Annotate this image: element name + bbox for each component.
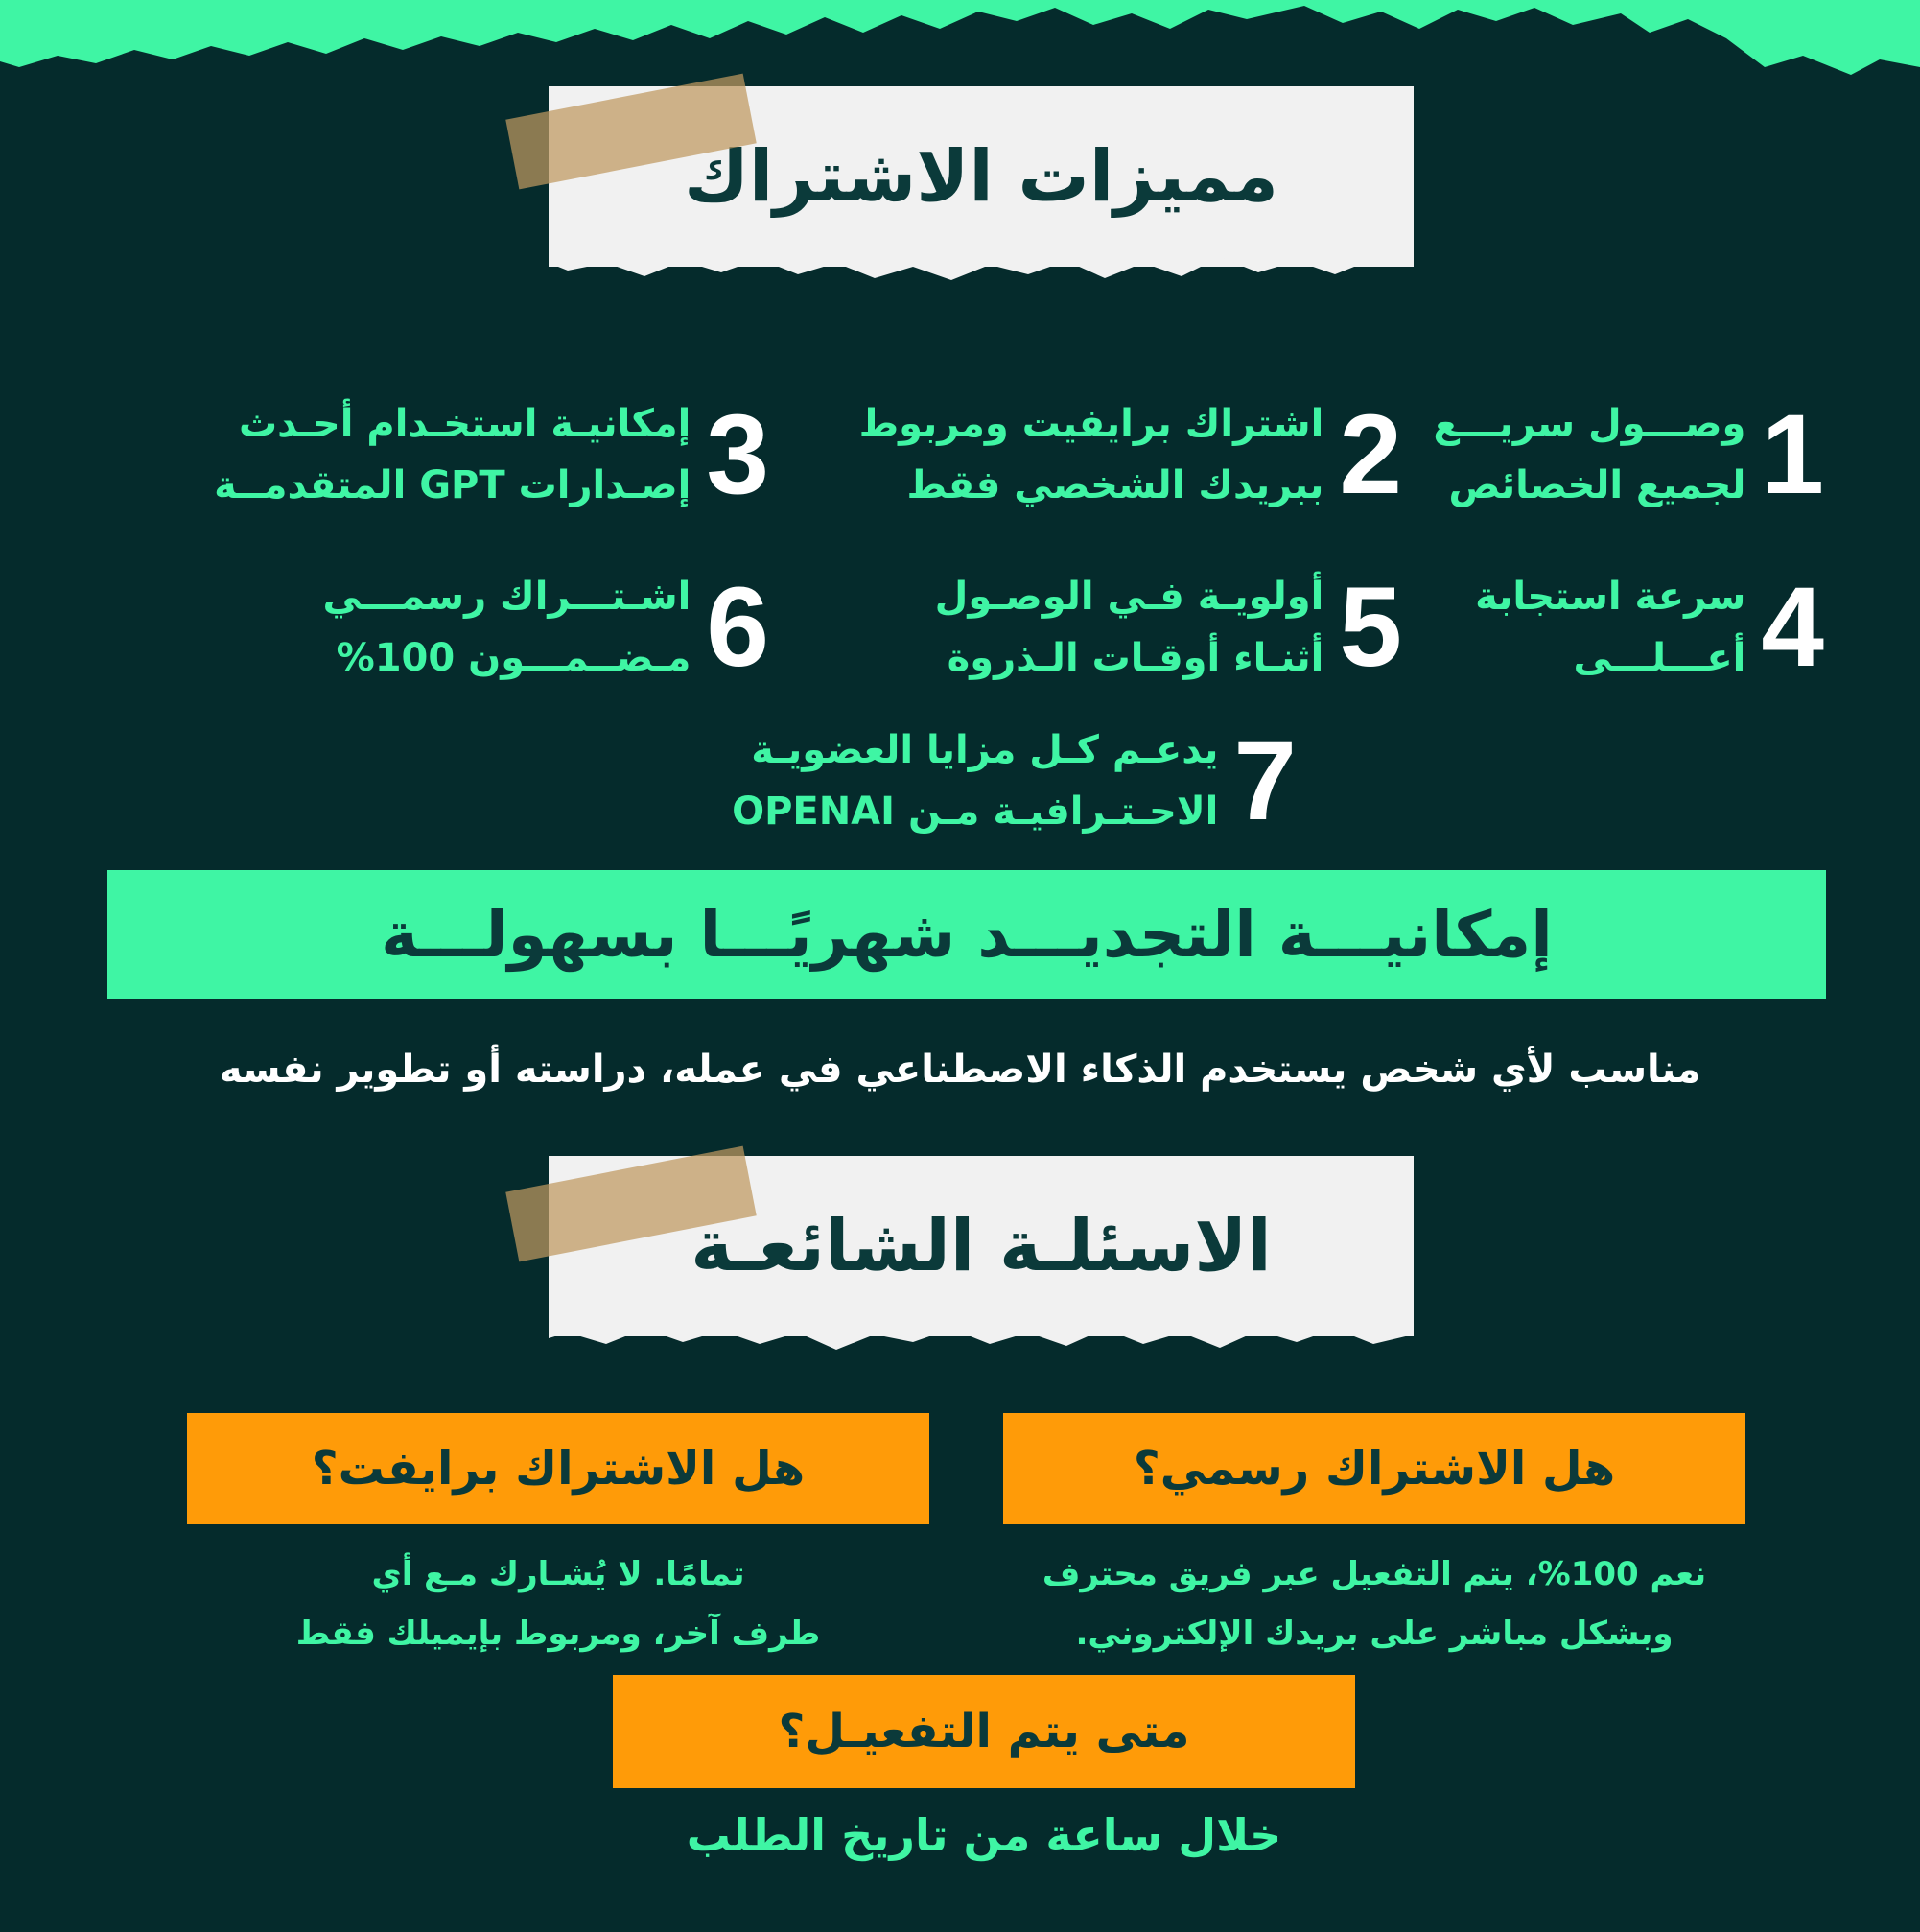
- torn-paper-top-edge: [0, 0, 1920, 86]
- feature-text-line: لجميع الخصائص: [1448, 463, 1746, 507]
- feature-item-4: [1475, 566, 1824, 689]
- feature-number: 5: [1339, 564, 1402, 691]
- faq-answer-line: نعم 100%، يتم التفعيل عبر فريق محترف: [1042, 1555, 1707, 1593]
- faq-question-official: [1003, 1413, 1745, 1524]
- feature-text-line: أعـــلـــى: [1573, 636, 1746, 680]
- feature-text-line: ببريدك الشخصي فقط: [906, 463, 1324, 507]
- torn-paper-edge: [549, 1315, 1414, 1357]
- faq-answer-activation: [537, 1802, 1431, 1869]
- feature-item-3: [214, 393, 769, 516]
- renewal-banner-text: إمكانيـــة التجديـــد شهريًـــا بسهولـــة: [381, 897, 1553, 972]
- feature-item-7: [732, 719, 1297, 842]
- feature-text-line: إصـدارات GPT المتقدمــة: [214, 463, 691, 507]
- feature-item-6: [322, 566, 769, 689]
- tagline: مناسب لأي شخص يستخدم الذكاء الاصطناعي في عمله، دراسته أو تطوير نفسه: [219, 1048, 1701, 1092]
- feature-text-line: يدعـم كـل مزايا العضويـة: [751, 728, 1219, 772]
- faq-answer-line: تمامًا. لا يُشـارك مـع أي: [371, 1555, 745, 1593]
- feature-number: 2: [1339, 391, 1402, 518]
- renewal-banner: [107, 870, 1826, 999]
- torn-paper-edge: [549, 246, 1414, 288]
- faq-answer-private: [182, 1544, 934, 1663]
- faq-question-text: هل الاشتراك برايفت؟: [311, 1442, 806, 1496]
- feature-number: 6: [706, 564, 769, 691]
- feature-text-line: أولويـة فـي الوصـول: [934, 575, 1324, 619]
- feature-text-line: وصـــول سريـــع: [1433, 402, 1746, 446]
- faq-answer-line: طرف آخر، ومربوط بإيميلك فقط: [295, 1614, 821, 1653]
- feature-text-line: سرعة استجابة: [1475, 575, 1746, 619]
- faq-title: الاسئلـة الشائعـة: [691, 1205, 1272, 1287]
- faq-question-private: [187, 1413, 929, 1524]
- feature-number: 1: [1761, 391, 1824, 518]
- faq-answer-official: [978, 1544, 1770, 1663]
- faq-question-text: هل الاشتراك رسمي؟: [1133, 1442, 1616, 1496]
- feature-text-line: أثنـاء أوقـات الـذروة: [947, 636, 1324, 680]
- feature-number: 3: [706, 391, 769, 518]
- faq-question-activation: [613, 1675, 1355, 1788]
- faq-answer-line: وبشكل مباشر على بريدك الإلكتروني.: [1075, 1614, 1674, 1653]
- feature-item-5: [935, 566, 1402, 689]
- feature-text-line: اشـتـــراك رسمـــي: [322, 575, 691, 619]
- feature-text-line: مـضــمـــون 100%: [336, 636, 691, 680]
- feature-item-2: [859, 393, 1402, 516]
- faq-question-text: متى يتم التفعيـل؟: [778, 1705, 1190, 1758]
- feature-number: 7: [1233, 718, 1297, 844]
- features-title: مميزات الاشتراك: [684, 135, 1278, 218]
- faq-answer-line: خلال ساعة من تاريخ الطلب: [686, 1809, 1282, 1861]
- feature-number: 4: [1761, 564, 1824, 691]
- feature-text-line: اشتراك برايفيت ومربوط: [858, 402, 1324, 446]
- feature-text-line: الاحـتـرافيـة مـن OPENAI: [732, 789, 1219, 834]
- feature-text-line: إمكانيـة استخـدام أحـدث: [238, 402, 691, 446]
- feature-item-1: [1434, 393, 1824, 516]
